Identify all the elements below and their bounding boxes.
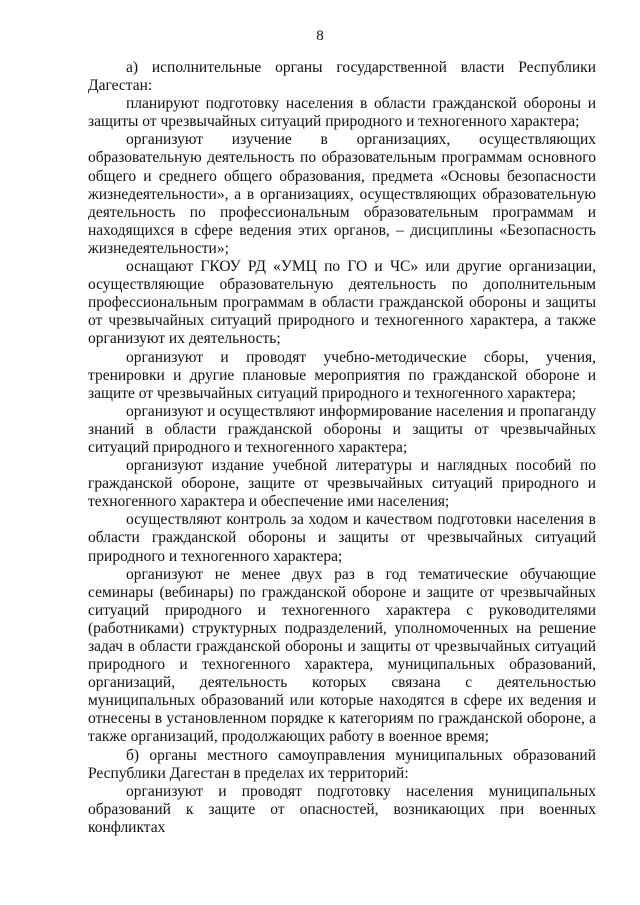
paragraph-publishing: организуют издание учебной литературы и наглядных пособий по гражданской обороне, защите от чрезвычайных ситуаций природного и техногенного характера и обеспечение ими населения; [88, 457, 596, 511]
paragraph-item-b-heading: б) органы местного самоуправления муниципальных образований Республики Дагестан в пределах их территорий: [88, 746, 596, 782]
paragraph-plan-training: планируют подготовку населения в области гражданской обороны и защиты от чрезвычайных ситуаций природного и техногенного характера; [88, 95, 596, 131]
paragraph-equip-centers: оснащают ГКОУ РД «УМЦ по ГО и ЧС» или другие организации, осуществляющие образовательную деятельность по дополнительным профессиональным программам в области гражданской обороны и защиты от чрезвычайных ситуаций природного и техногенного характера, а также организуют их деятельность; [88, 258, 596, 348]
paragraph-control: осуществляют контроль за ходом и качеством подготовки населения в области гражданской обороны и защиты от чрезвычайных ситуаций природного и техногенного характера; [88, 511, 596, 565]
document-body [88, 59, 596, 837]
paragraph-municipal-training: организуют и проводят подготовку населения муниципальных образований к защите от опасностей, возникающих при военных конфликтах [88, 782, 596, 836]
page-number: 8 [316, 28, 324, 44]
paragraph-seminars: организуют не менее двух раз в год тематические обучающие семинары (вебинары) по гражданской обороне и защите от чрезвычайных ситуаций природного и техногенного характера с руководителями (работниками) структурных подразделений, уполномоченных на решение задач в области гражданской обороны и защиты от чрезвычайных ситуаций природного и техногенного характера, муниципальных образований, организаций, деятельность которых связана с деятельностью муниципальных образований или которые находятся в сфере их ведения и отнесены в установленном порядке к категориям по гражданской обороне, а также организаций, продолжающих работу в военное время; [88, 565, 596, 746]
paragraph-organize-study: организуют изучение в организациях, осуществляющих образовательную деятельность по образовательным программам основного общего и среднего общего образования, предмета «Основы безопасности жизнедеятельности», а в организациях, осуществляющих образовательную деятельность по профессиональным образовательным программам и находящихся в сфере ведения этих органов, – дисциплины «Безопасность жизнедеятельности»; [88, 131, 596, 257]
paragraph-item-a-heading: а) исполнительные органы государственной власти Республики Дагестан: [88, 59, 596, 95]
paragraph-exercises: организуют и проводят учебно-методические сборы, учения, тренировки и другие плановые мероприятия по гражданской обороне и защите от чрезвычайных ситуаций природного и техногенного характера; [88, 348, 596, 402]
paragraph-informing: организуют и осуществляют информирование населения и пропаганду знаний в области гражданской обороны и защиты от чрезвычайных ситуаций природного и техногенного характера; [88, 402, 596, 456]
